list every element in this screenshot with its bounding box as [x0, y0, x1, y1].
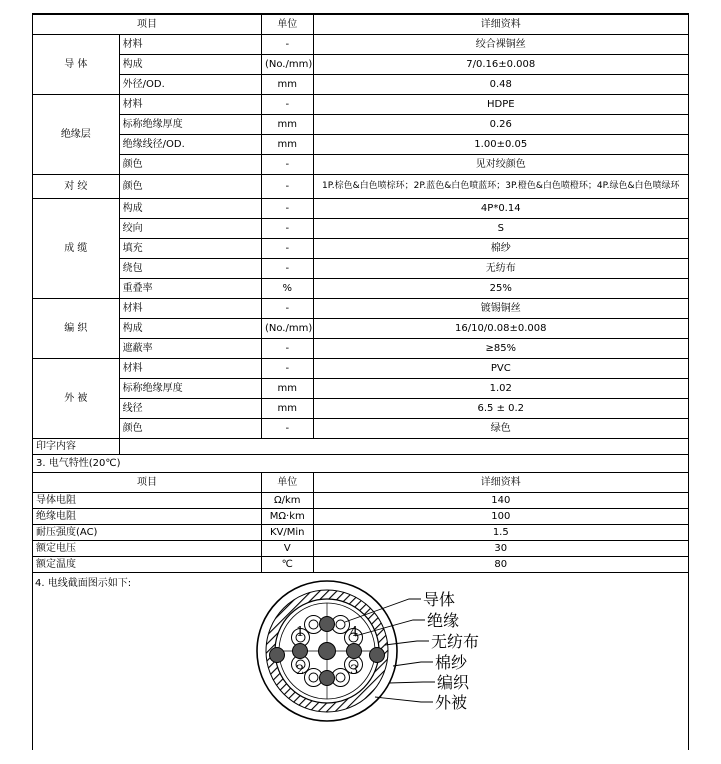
- table-row: [33, 525, 689, 541]
- pair-number: 4: [350, 625, 359, 640]
- row-value: 1.00±0.05: [313, 135, 688, 155]
- table-row: [33, 509, 689, 525]
- row-item: 绕包: [119, 259, 261, 279]
- row-unit: -: [261, 259, 313, 279]
- row-value: 1.02: [313, 379, 688, 399]
- table-row: [33, 419, 689, 439]
- row-item: 材料: [119, 359, 261, 379]
- row-unit: -: [261, 219, 313, 239]
- electrical-table: [32, 472, 689, 573]
- filler: [320, 671, 335, 686]
- row-value: HDPE: [313, 95, 688, 115]
- callout-label: 编织: [437, 673, 470, 692]
- elec-item: 耐压强度(AC): [33, 525, 262, 541]
- row-item: 颜色: [119, 175, 261, 199]
- row-item: 材料: [119, 299, 261, 319]
- row-unit: mm: [261, 115, 313, 135]
- filler: [320, 617, 335, 632]
- header-item: 项目: [33, 14, 262, 35]
- callout-label: 棉纱: [435, 653, 468, 672]
- conductor: [336, 673, 345, 682]
- callout-label: 绝缘: [427, 611, 460, 630]
- group-label: 绝缘层: [33, 95, 120, 175]
- table-row: [33, 493, 689, 509]
- filler: [293, 644, 308, 659]
- group-label: 编 织: [33, 299, 120, 359]
- group-label: 外 被: [33, 359, 120, 439]
- callout-label: 外被: [435, 693, 468, 712]
- elec-header-unit: 单位: [261, 473, 313, 493]
- row-unit: -: [261, 339, 313, 359]
- group-label: 成 缆: [33, 199, 120, 299]
- spec-sheet: [32, 13, 689, 750]
- table-row: [33, 199, 689, 219]
- elec-item: 额定温度: [33, 557, 262, 573]
- row-unit: (No./mm): [261, 55, 313, 75]
- table-row: [33, 155, 689, 175]
- row-item: 构成: [119, 55, 261, 75]
- elec-item: 绝缘电阻: [33, 509, 262, 525]
- section3-title-row: [32, 455, 689, 472]
- elec-value: 30: [313, 541, 688, 557]
- row-value: 16/10/0.08±0.008: [313, 319, 688, 339]
- group-label: 导 体: [33, 35, 120, 95]
- pair-number: 3: [350, 663, 359, 678]
- row-unit: -: [261, 95, 313, 115]
- elec-item: 导体电阻: [33, 493, 262, 509]
- table-row: [33, 35, 689, 55]
- row-unit: -: [261, 419, 313, 439]
- row-unit: mm: [261, 379, 313, 399]
- elec-unit: V: [261, 541, 313, 557]
- elec-value: 1.5: [313, 525, 688, 541]
- row-unit: mm: [261, 135, 313, 155]
- conductor: [309, 620, 318, 629]
- elec-value: 100: [313, 509, 688, 525]
- table-row: [33, 75, 689, 95]
- callout-line: [393, 662, 433, 666]
- row-value: 25%: [313, 279, 688, 299]
- elec-value: 80: [313, 557, 688, 573]
- table-row: [33, 219, 689, 239]
- section3-title: 3. 电气特性(20℃): [33, 455, 689, 472]
- elec-unit: Ω/km: [261, 493, 313, 509]
- elec-unit: MΩ·km: [261, 509, 313, 525]
- callout-line: [389, 682, 435, 683]
- row-value: 无纺布: [313, 259, 688, 279]
- row-unit: mm: [261, 75, 313, 95]
- callout-line: [375, 697, 433, 702]
- elec-unit: KV/Min: [261, 525, 313, 541]
- pair-number: 1: [296, 625, 305, 640]
- row-value: S: [313, 219, 688, 239]
- table-row: [33, 541, 689, 557]
- callout-label: 导体: [423, 590, 456, 609]
- row-value: 7/0.16±0.008: [313, 55, 688, 75]
- filler: [270, 648, 285, 663]
- table-row: [33, 55, 689, 75]
- row-unit: -: [261, 199, 313, 219]
- row-item: 填充: [119, 239, 261, 259]
- row-value: 镀锡铜丝: [313, 299, 688, 319]
- filler: [370, 648, 385, 663]
- row-item: 构成: [119, 319, 261, 339]
- callout-label: 无纺布: [431, 632, 480, 651]
- table-row: [33, 359, 689, 379]
- row-item: 重叠率: [119, 279, 261, 299]
- print-content-label: 印字内容: [33, 439, 120, 455]
- row-value: PVC: [313, 359, 688, 379]
- row-value: 见对绞颜色: [313, 155, 688, 175]
- cable-cross-section-diagram: [33, 573, 688, 750]
- row-unit: mm: [261, 399, 313, 419]
- table-row: [33, 339, 689, 359]
- row-value: 6.5 ± 0.2: [313, 399, 688, 419]
- table-row: [33, 279, 689, 299]
- row-unit: -: [261, 35, 313, 55]
- row-item: 构成: [119, 199, 261, 219]
- header-details: 详细资料: [313, 14, 688, 35]
- table-row: [33, 319, 689, 339]
- table-row: [33, 379, 689, 399]
- row-unit: (No./mm): [261, 319, 313, 339]
- table-row: [33, 259, 689, 279]
- elec-unit: ℃: [261, 557, 313, 573]
- table-row: [33, 299, 689, 319]
- row-item: 颜色: [119, 155, 261, 175]
- center-filler: [319, 643, 336, 660]
- row-value: 4P*0.14: [313, 199, 688, 219]
- elec-item: 额定电压: [33, 541, 262, 557]
- row-item: 标称绝缘厚度: [119, 115, 261, 135]
- header-unit: 单位: [261, 14, 313, 35]
- elec-header-item: 项目: [33, 473, 262, 493]
- table-row: [33, 175, 689, 199]
- row-value: ≥85%: [313, 339, 688, 359]
- row-unit: -: [261, 359, 313, 379]
- table-row: [33, 95, 689, 115]
- row-value: 1P.棕色&白色喷棕环；2P.蓝色&白色喷蓝环；3P.橙色&白色喷橙环；4P.绿色&白色喷绿环: [313, 175, 688, 199]
- table-row: [33, 135, 689, 155]
- row-unit: -: [261, 155, 313, 175]
- row-unit: %: [261, 279, 313, 299]
- row-item: 外径/OD.: [119, 75, 261, 95]
- row-unit: -: [261, 175, 313, 199]
- row-value: 棉纱: [313, 239, 688, 259]
- row-item: 遮蔽率: [119, 339, 261, 359]
- row-item: 绞向: [119, 219, 261, 239]
- row-item: 标称绝缘厚度: [119, 379, 261, 399]
- table-row: [33, 399, 689, 419]
- conductor: [309, 673, 318, 682]
- filler: [347, 644, 362, 659]
- row-item: 绝缘线径/OD.: [119, 135, 261, 155]
- pair-number: 2: [296, 663, 305, 678]
- row-unit: -: [261, 299, 313, 319]
- row-value: 0.26: [313, 115, 688, 135]
- row-item: 线径: [119, 399, 261, 419]
- section4-title: 4. 电线截面图示如下:: [35, 578, 132, 589]
- table-row: [33, 239, 689, 259]
- row-value: 0.48: [313, 75, 688, 95]
- print-content-value: [119, 439, 688, 455]
- print-content-row: [33, 439, 689, 455]
- elec-value: 140: [313, 493, 688, 509]
- table-row: [33, 557, 689, 573]
- row-item: 材料: [119, 35, 261, 55]
- conductor: [336, 620, 345, 629]
- cross-section-panel: [32, 573, 689, 750]
- structure-table: [32, 13, 689, 455]
- row-unit: -: [261, 239, 313, 259]
- group-label: 对 绞: [33, 175, 120, 199]
- row-item: 颜色: [119, 419, 261, 439]
- elec-header-details: 详细资料: [313, 473, 688, 493]
- row-item: 材料: [119, 95, 261, 115]
- row-value: 绞合裸铜丝: [313, 35, 688, 55]
- row-value: 绿色: [313, 419, 688, 439]
- table-row: [33, 115, 689, 135]
